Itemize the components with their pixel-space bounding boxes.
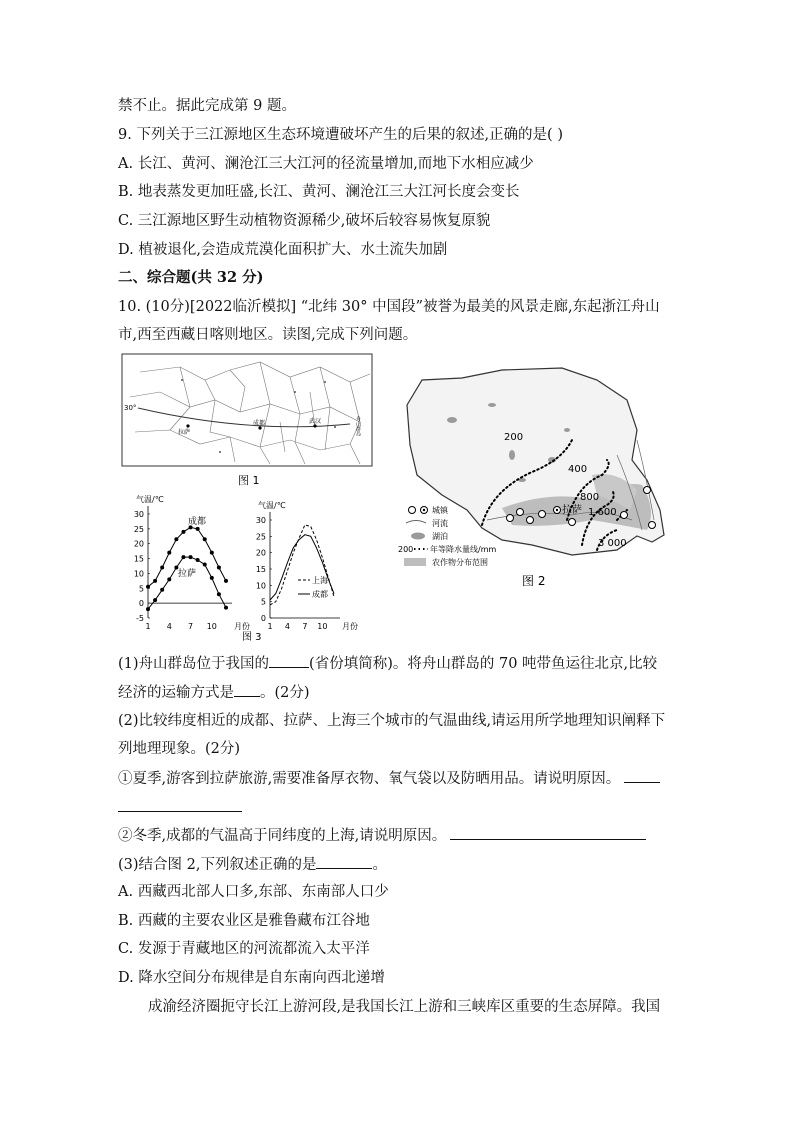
sub-question-2-item2 <box>118 825 646 846</box>
map-label-lhasa: 拉萨 <box>178 429 191 436</box>
q1b-text-after: 。(2分) <box>260 685 310 701</box>
series-label-chengdu: 成都 <box>188 517 207 527</box>
data-point-拉萨 <box>203 563 207 567</box>
answer-line-lhasa <box>118 797 242 818</box>
y-tick-label: 30 <box>255 516 266 525</box>
isohyet-200: 200 <box>504 432 524 443</box>
figure-2-caption: 图 2 <box>522 574 546 588</box>
y-axis-label: 气温/℃ <box>258 501 286 510</box>
y-tick-label: 20 <box>133 539 144 549</box>
y-tick-label: 15 <box>255 565 266 574</box>
data-point-拉萨 <box>153 598 157 602</box>
answer-blank-lhasa-2[interactable] <box>118 797 242 812</box>
question-9: 9. 下列关于三江源地区生态环境遭破坏产生的后果的叙述,正确的是( ) <box>118 127 563 143</box>
y-tick-label: -5 <box>136 614 144 623</box>
x-tick-label: 1 <box>145 622 151 631</box>
data-point-成都 <box>153 579 157 583</box>
data-point-成都 <box>210 551 214 555</box>
legend-isohyet: 年等降水量线/mm <box>430 545 497 554</box>
figure-1-caption: 图 1 <box>238 474 260 487</box>
x-tick-label: 7 <box>302 622 308 631</box>
x-tick-label: 7 <box>187 622 194 631</box>
text-line: 禁不止。据此完成第 9 题。 <box>118 98 296 114</box>
figure-1-map <box>120 352 376 492</box>
data-point-拉萨 <box>181 555 185 559</box>
data-point-拉萨 <box>224 606 228 610</box>
paragraph-last: 成渝经济圈扼守长江上游河段,是我国长江上游和三峡库区重要的生态屏障。我国 <box>148 999 661 1015</box>
data-point-拉萨 <box>210 576 214 580</box>
y-tick-label: 25 <box>255 532 266 542</box>
y-tick-label: 10 <box>255 581 266 591</box>
answer-blank-lhasa-1[interactable] <box>624 768 660 783</box>
question-10-cont: 市,西至西藏日喀则地区。读图,完成下列问题。 <box>118 327 418 343</box>
x-tick-label: 4 <box>166 622 172 631</box>
figure-3-charts <box>126 494 356 646</box>
q1-text-before: (1)舟山群岛位于我国的 <box>118 656 270 672</box>
y-tick-label: 0 <box>138 599 144 609</box>
y-tick-label: 0 <box>260 614 266 623</box>
y-axis-label: 气温/℃ <box>136 495 164 504</box>
figure-2-map <box>392 360 682 592</box>
data-point-拉萨 <box>196 558 200 562</box>
legend-crop: 农作物分布范围 <box>432 558 488 567</box>
answer-blank-transport[interactable] <box>234 682 260 697</box>
data-point-成都 <box>203 537 207 541</box>
data-point-成都 <box>146 585 150 589</box>
legend-town: 城镇 <box>432 506 448 515</box>
series-line-拉萨 <box>148 557 226 609</box>
item2-text: ②冬季,成都的气温高于同纬度的上海,请说明原因。 <box>118 828 447 844</box>
y-tick-label: 30 <box>133 510 144 519</box>
data-point-成都 <box>167 551 171 555</box>
option-9b: B. 地表蒸发更加旺盛,长江、黄河、澜沧江三大江河长度会变长 <box>118 184 520 200</box>
option-3a: A. 西藏西北部人口多,东部、东南部人口少 <box>118 884 389 900</box>
legend-lake: 湖泊 <box>432 532 448 541</box>
sub-question-2-cont: 列地理现象。(2分) <box>118 741 241 757</box>
option-3b: B. 西藏的主要农业区是雅鲁藏布江谷地 <box>118 913 370 929</box>
sub-question-1-cont <box>118 682 310 703</box>
data-point-成都 <box>196 527 200 531</box>
section-heading: 二、综合题(共 32 分) <box>118 269 264 286</box>
data-point-拉萨 <box>160 588 164 592</box>
legend-label-chengdu: 成都 <box>312 590 328 599</box>
q3-text-after: 。 <box>372 857 387 873</box>
sub-question-2: (2)比较纬度相近的成都、拉萨、上海三个城市的气温曲线,请运用所学地理知识阐释下 <box>118 713 666 729</box>
isohyet-400: 400 <box>568 464 588 475</box>
item1-text: ①夏季,游客到拉萨旅游,需要准备厚衣物、氧气袋以及防晒用品。请说明原因。 <box>118 771 621 787</box>
option-9c: C. 三江源地区野生动植物资源稀少,破坏后较容易恢复原貌 <box>118 213 491 229</box>
data-point-成都 <box>224 579 228 583</box>
chart-right <box>256 500 358 631</box>
q1-text-after: (省份填简称)。将舟山群岛的 70 吨带鱼运往北京,比较 <box>309 656 658 672</box>
option-9d: D. 植被退化,会造成荒漠化面积扩大、水土流失加剧 <box>118 242 448 258</box>
data-point-成都 <box>174 537 178 541</box>
figure-3-caption: 图 3 <box>242 632 262 643</box>
x-tick-label: 1 <box>267 622 273 631</box>
data-point-拉萨 <box>167 577 171 581</box>
isohyet-1600: 1 600 <box>588 507 617 518</box>
question-10: 10. (10分)[2022临沂模拟] “北纬 30° 中国段”被誉为最美的风景走廊,东起浙江舟山 <box>118 299 660 315</box>
sub-question-1 <box>118 653 657 674</box>
data-point-拉萨 <box>189 555 193 559</box>
y-tick-label: 25 <box>133 524 144 534</box>
y-tick-label: 15 <box>133 554 144 564</box>
option-3d: D. 降水空间分布规律是自东南向西北递增 <box>118 970 385 986</box>
y-tick-label: 10 <box>133 569 144 579</box>
sub-question-3 <box>118 854 387 875</box>
city-lhasa: 拉萨 <box>562 505 582 516</box>
legend-200-value: 200 <box>398 545 414 554</box>
answer-blank-chengdu[interactable] <box>450 825 646 840</box>
option-9a: A. 长江、黄河、澜沧江三大江河的径流量增加,而地下水相应减少 <box>118 156 534 172</box>
data-point-成都 <box>160 565 164 569</box>
answer-blank-q3[interactable] <box>316 854 372 869</box>
map-label-zhoushan: 舟山群岛 <box>355 416 361 436</box>
data-point-拉萨 <box>217 592 221 596</box>
sub-question-2-item1 <box>118 768 660 789</box>
legend-river: 河流 <box>432 519 448 528</box>
x-axis-label: 月份 <box>234 622 250 631</box>
y-tick-label: 5 <box>260 597 266 607</box>
y-tick-label: 20 <box>255 548 266 558</box>
chart-left <box>134 494 250 631</box>
q1b-text-before: 经济的运输方式是 <box>118 685 234 701</box>
data-point-拉萨 <box>146 607 150 611</box>
q3-text-before: (3)结合图 2,下列叙述正确的是 <box>118 857 317 873</box>
data-point-成都 <box>217 565 221 569</box>
isohyet-800: 800 <box>580 492 600 503</box>
x-tick-label: 10 <box>317 622 328 631</box>
isohyet-3000: 3 000 <box>598 538 627 549</box>
x-tick-label: 10 <box>206 622 217 631</box>
x-axis-label: 月份 <box>342 622 358 631</box>
x-tick-label: 4 <box>284 622 291 631</box>
series-label-lhasa: 拉萨 <box>178 569 197 579</box>
map-label-chengdu: 成都 <box>253 420 266 427</box>
latitude-label: 30° <box>124 404 137 412</box>
y-tick-label: 5 <box>138 584 144 594</box>
data-point-成都 <box>181 530 185 534</box>
map-label-wuhan: 武汉 <box>309 418 322 425</box>
answer-blank-province[interactable] <box>269 653 309 668</box>
option-3c: C. 发源于青藏地区的河流都流入太平洋 <box>118 941 370 957</box>
legend-label-shanghai: 上海 <box>312 576 328 585</box>
